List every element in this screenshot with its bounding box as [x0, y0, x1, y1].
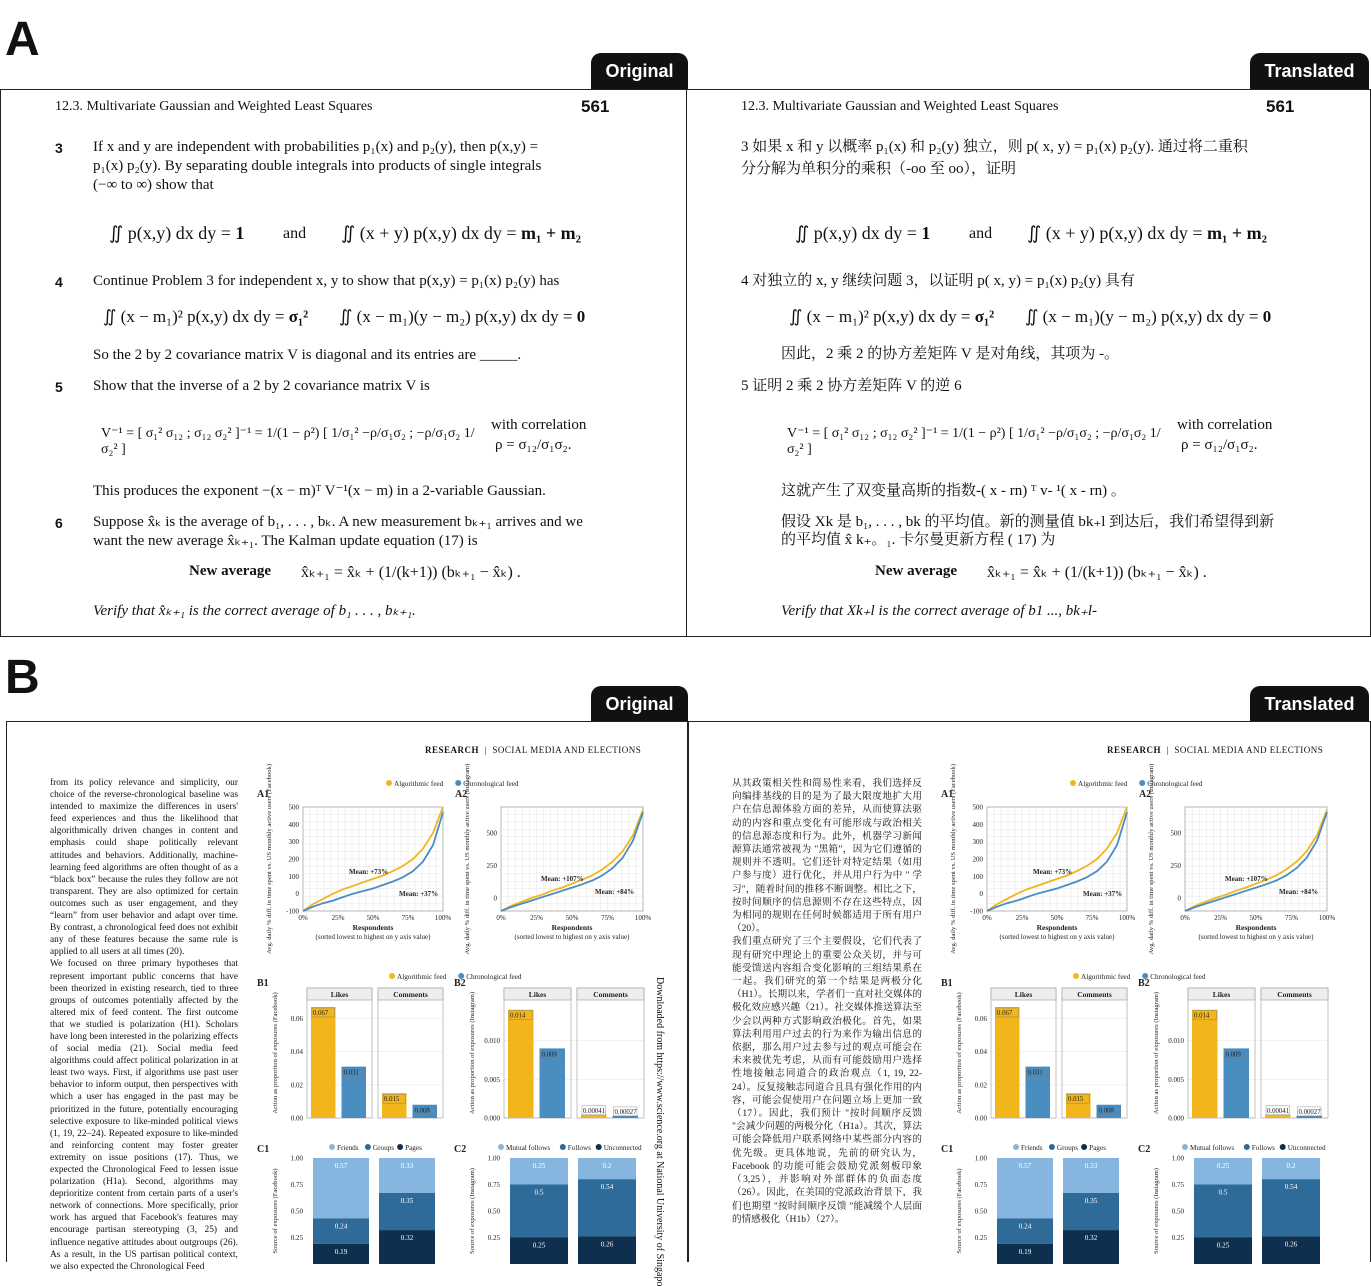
y-tick-label: 200: [972, 855, 983, 864]
y-axis-label: Avg. daily % diff. in time spent vs. US monthly active users (Facebook): [950, 763, 957, 955]
running-head-section: RESEARCH: [425, 745, 480, 755]
legend-label: Pages: [1089, 1144, 1106, 1152]
translated-text: 的平均值 x̂ k₊。₁. 卡尔曼更新方程 ( 17) 为: [781, 532, 1056, 548]
segment-value-label: 0.25: [532, 1162, 546, 1170]
correlation-text: with correlation: [491, 417, 587, 433]
panel-tag: C2: [1138, 1144, 1151, 1155]
equation: [1027, 223, 1267, 244]
segment-value-label: 0.35: [1084, 1196, 1098, 1205]
legend-label: Algorithmic feed: [1081, 973, 1131, 981]
equation-text: ∬ (x − m₁)(y − m₂) p(x,y) dx dy =: [339, 307, 577, 326]
segment-value-label: 0.19: [1018, 1247, 1032, 1256]
x-tick-label: 0%: [298, 914, 308, 922]
y-axis-label: Source of exposures (Instagram): [469, 1168, 476, 1254]
panel-tag: C2: [454, 1144, 467, 1155]
y-tick-label: 1.00: [487, 1154, 500, 1163]
bar-value-label: 0.031: [1027, 1069, 1043, 1077]
equation: [341, 223, 581, 244]
problem-text: Verify that x̂ₖ₊₁ is the correct average of b₁ . . . , bₖ₊₁.: [93, 603, 416, 619]
segment-value-label: 0.2: [1286, 1162, 1296, 1170]
running-head: RESEARCH | SOCIAL MEDIA AND ELECTIONS: [425, 745, 642, 755]
legend-label: Unconnected: [603, 1144, 642, 1152]
y-tick-label: 0: [979, 890, 983, 899]
legend-label: Mutual follows: [1190, 1144, 1235, 1152]
facet-label: Likes: [1014, 990, 1033, 999]
facet-frame: [1261, 988, 1328, 1118]
y-axis-label: Avg. daily % diff. in time spent vs. US monthly active users (Instagram): [464, 763, 471, 955]
x-tick-label: 100%: [434, 914, 452, 922]
correlation-formula: ρ = σ₁₂/σ₁σ₂.: [495, 437, 572, 453]
running-head-section: RESEARCH: [1107, 745, 1162, 755]
page-number: 561: [581, 97, 610, 116]
bar: [1224, 1048, 1250, 1118]
legend-swatch: [596, 1144, 602, 1150]
panel-tag: A1: [257, 789, 270, 800]
problem-text: Continue Problem 3 for independent x, y to show that p(x,y) = p₁(x) p₂(y) has: [93, 273, 560, 289]
y-tick-label: 200: [288, 855, 299, 864]
legend-swatch: [1182, 1144, 1188, 1150]
panel-tag: B1: [257, 978, 269, 989]
bar: [508, 1010, 534, 1118]
equation-result: 1: [921, 223, 931, 243]
legend-label: Mutual follows: [506, 1144, 551, 1152]
equation-result: σ₁²: [974, 307, 995, 326]
x-axis-label: Respondents: [1036, 923, 1078, 932]
y-axis-label: Source of exposures (Facebook): [272, 1168, 279, 1254]
bar: [1192, 1010, 1218, 1118]
legend-swatch: [1244, 1144, 1250, 1150]
doc-a-translated: [686, 89, 1371, 637]
bar-value-label: 0.014: [510, 1012, 526, 1020]
legend-label: Friends: [337, 1144, 359, 1152]
y-tick-label: -100: [286, 907, 299, 916]
equation: x̂ₖ₊₁ = x̂ₖ + (1/(k+1)) (bₖ₊₁ − x̂ₖ) .: [987, 564, 1207, 581]
equation-result: m₁ + m₂: [520, 223, 582, 243]
translated-text: 这就产生了双变量高斯的指数-( x - rn) ᵀ v- ¹( x - rn) 。: [781, 483, 1126, 499]
panel-tag: B2: [1138, 978, 1150, 989]
y-tick-label: 0.04: [974, 1048, 987, 1057]
y-tick-label: 0.25: [487, 1234, 500, 1242]
bar: [540, 1048, 566, 1118]
segment-value-label: 0.35: [400, 1196, 414, 1205]
x-tick-label: 0%: [496, 914, 506, 922]
y-tick-label: 500: [972, 803, 983, 812]
translated-text: 5 证明 2 乘 2 协方差矩阵 V 的逆 6: [741, 378, 962, 394]
bar-value-label: 0.031: [343, 1069, 359, 1077]
equation: [789, 307, 994, 327]
panel-tag: A1: [941, 789, 954, 800]
equation: [339, 307, 585, 327]
equation-result: σ₁²: [288, 307, 309, 326]
facet-label: Likes: [528, 990, 547, 999]
y-tick-label: 500: [288, 803, 299, 812]
problem-number: 4: [55, 274, 63, 290]
panel-tag: A2: [1139, 789, 1152, 800]
y-tick-label: 0.02: [290, 1081, 303, 1090]
bar-value-label: 0.008: [1098, 1107, 1114, 1115]
bar-value-label: 0.067: [313, 1009, 329, 1017]
panel-tag: C1: [257, 1144, 270, 1155]
y-tick-label: 0.75: [974, 1181, 987, 1189]
legend-label: Chronological feed: [463, 780, 519, 788]
y-tick-label: 0.25: [290, 1234, 303, 1242]
legend-swatch: [1280, 1144, 1286, 1150]
y-tick-label: 1.00: [1171, 1154, 1184, 1163]
legend-swatch: [1081, 1144, 1087, 1150]
matrix-equation: V⁻¹ = [ σ₁² σ₁₂ ; σ₁₂ σ₂² ]⁻¹ = 1/(1 − ρ²) [ 1/σ₁² −ρ/σ₁σ₂ ; −ρ/σ₁σ₂ 1/σ₂² ]: [101, 426, 475, 457]
y-tick-label: 0.50: [974, 1207, 987, 1216]
bar: [581, 1115, 607, 1118]
facet-frame: [577, 988, 644, 1118]
x-tick-label: 50%: [565, 914, 579, 922]
y-tick-label: 400: [972, 820, 983, 829]
equation-text: ∬ p(x,y) dx dy =: [795, 223, 922, 243]
bar: [995, 1007, 1020, 1118]
problem-text: p₁(x) p₂(y). By separating double integrals into products of single integrals: [93, 158, 542, 174]
bar: [613, 1116, 639, 1118]
bar-value-label: 0.00041: [583, 1107, 606, 1115]
equation-text: ∬ (x − m₁)² p(x,y) dx dy =: [103, 307, 289, 326]
equation: [103, 307, 308, 327]
y-tick-label: 0.010: [1168, 1037, 1184, 1046]
legend-swatch: [498, 1144, 504, 1150]
equation: [1025, 307, 1271, 327]
y-tick-label: 0.06: [290, 1015, 303, 1024]
legend-label: Chronological feed: [1150, 973, 1206, 981]
y-tick-label: 0.000: [1168, 1114, 1184, 1123]
equation-text: ∬ (x − m₁)(y − m₂) p(x,y) dx dy =: [1025, 307, 1263, 326]
running-head: RESEARCH | SOCIAL MEDIA AND ELECTIONS: [1107, 745, 1324, 755]
x-tick-label: 50%: [1050, 914, 1064, 922]
mean-label: Mean: +84%: [595, 888, 635, 896]
problem-text: So the 2 by 2 covariance matrix V is diagonal and its entries are _____.: [93, 347, 522, 363]
matrix-equation: V⁻¹ = [ σ₁² σ₁₂ ; σ₁₂ σ₂² ]⁻¹ = 1/(1 − ρ²) [ 1/σ₁² −ρ/σ₁σ₂ ; −ρ/σ₁σ₂ 1/σ₂² ]: [787, 426, 1161, 457]
body-text-column: from its policy relevance and simplicity, our choice of the reverse-chronological baseline was intended to maximize the differences in users' feed experiences and thus the likelihood that algorithmically driven changes in content and emphasis could shape politically relevant attitudes and behaviors. Additionally, machine-learning feed algorithms are often thought of as a “black box” because the rules they follow are not transparent. They are also optimized for certain outcomes such as user engagement, and they “learn” from user behavior and adapt over time. By contrast, a chronological feed does not exhibit any of these features because the same rule is applied to all users at all times (20). We focused on three primary hypotheses that represent important public concerns that have been theorized in existing research, tied to three groups of outcomes potentially affected by the altered mix of feed content. The first outcome that we studied is polarization (H1). Scholars have long been interested in the polarizing effects of social media (21). Social media feed algorithms could affect political polarization in at least two ways. First, if algorithms use past user behavior to inform output, then perspectives with which a user has engaged in the past may be prioritized in the future, potentially encouraging selective exposure to like-minded political views (1, 19, 22–24). Repeated exposure to like-minded and reinforcing content may foster greater extremity on issue positions (17). Thus, we expected the Chronological Feed to lessen issue polarization (H1a). Second, algorithms may deprioritize content from certain parts of a user's network of connections. More specifically, prior work has argued that Facebook's features may encourage partisan stereotyping (3, 25) and influence negative attitudes about outgroups (26). As a result, in the US partisan political context, we also expected the Chronological Feed: [50, 778, 238, 1272]
doc-a-original: [0, 89, 687, 637]
equation-text: ∬ (x + y) p(x,y) dx dy =: [1027, 223, 1207, 243]
equation-label: New average: [875, 563, 958, 579]
segment-value-label: 0.26: [600, 1240, 614, 1249]
x-axis-sublabel: (sorted lowest to highest on y axis value): [999, 933, 1115, 941]
equation: [795, 223, 930, 244]
correlation-formula: ρ = σ₁₂/σ₁σ₂.: [1181, 437, 1258, 453]
bar-value-label: 0.015: [384, 1096, 400, 1104]
x-tick-label: 75%: [601, 914, 614, 922]
y-tick-label: 0.04: [290, 1048, 303, 1057]
segment-value-label: 0.32: [1084, 1234, 1098, 1243]
equation: [109, 223, 244, 244]
y-axis-label: Action as proportion of exposures (Facebook): [272, 992, 279, 1114]
y-tick-label: 0.06: [974, 1015, 987, 1024]
panel-label-a: A: [5, 13, 40, 66]
x-tick-label: 0%: [1180, 914, 1190, 922]
x-axis-label: Respondents: [352, 923, 394, 932]
facet-label: Likes: [330, 990, 349, 999]
running-header: 12.3. Multivariate Gaussian and Weighted Least Squares: [741, 99, 1059, 114]
panel-tag: B2: [454, 978, 466, 989]
legend-label: Chronological feed: [1147, 780, 1203, 788]
mean-label: Mean: +107%: [1225, 875, 1268, 883]
y-axis-label: Source of exposures (Instagram): [1153, 1168, 1160, 1254]
tab-original-a: Original: [591, 53, 688, 89]
y-tick-label: 0.75: [1171, 1181, 1184, 1189]
panel-label-b: B: [5, 651, 40, 704]
legend-label: Chronological feed: [466, 973, 522, 981]
facet-label: Comments: [593, 990, 628, 999]
x-axis-sublabel: (sorted lowest to highest on y axis value): [1198, 933, 1314, 941]
legend-swatch: [1073, 973, 1079, 979]
mean-label: Mean: +84%: [1279, 888, 1319, 896]
facet-label: Likes: [1212, 990, 1231, 999]
panel-tag: C1: [941, 1144, 954, 1155]
bar: [311, 1007, 336, 1118]
y-axis-label: Avg. daily % diff. in time spent vs. US monthly active users (Facebook): [266, 763, 273, 955]
y-tick-label: 0: [1177, 894, 1181, 903]
segment-value-label: 0.25: [1216, 1162, 1230, 1170]
x-axis-sublabel: (sorted lowest to highest on y axis value): [514, 933, 630, 941]
x-tick-label: 25%: [1015, 914, 1029, 922]
bar-value-label: 0.00027: [1298, 1108, 1321, 1116]
tab-translated-a: Translated: [1250, 53, 1369, 89]
legend-swatch: [1049, 1144, 1055, 1150]
bar: [1265, 1115, 1291, 1118]
x-axis-label: Respondents: [551, 923, 593, 932]
legend-label: Friends: [1021, 1144, 1043, 1152]
y-tick-label: -100: [970, 907, 983, 916]
problem-number: 6: [55, 515, 63, 531]
equation-result: 1: [235, 223, 245, 243]
correlation-text: with correlation: [1177, 417, 1273, 433]
legend-swatch: [1070, 780, 1076, 786]
legend-label: Pages: [405, 1144, 422, 1152]
legend-swatch: [455, 780, 461, 786]
doc-b-original: [6, 721, 688, 1286]
bar-value-label: 0.009: [1225, 1051, 1241, 1059]
translated-text: 分分解为单积分的乘积（-oo 至 oo），证明: [741, 161, 1016, 177]
problem-text: If x and y are independent with probabilities p₁(x) and p₂(y), then p(x,y) =: [93, 139, 539, 155]
segment-value-label: 0.54: [1284, 1183, 1298, 1192]
legend-label: Groups: [1056, 1144, 1079, 1152]
y-axis-label: Avg. daily % diff. in time spent vs. US monthly active users (Instagram): [1148, 763, 1155, 955]
problem-number: 5: [55, 379, 63, 395]
legend-swatch: [397, 1144, 403, 1150]
x-tick-label: 25%: [1214, 914, 1227, 922]
x-tick-label: 25%: [331, 914, 345, 922]
segment-value-label: 0.5: [1218, 1188, 1228, 1197]
figure-panel: [933, 763, 1353, 1264]
x-tick-label: 75%: [401, 914, 415, 922]
legend-swatch: [1139, 780, 1145, 786]
segment-value-label: 0.26: [1284, 1240, 1298, 1249]
panel-tag: B1: [941, 978, 953, 989]
y-tick-label: 0.50: [1171, 1207, 1184, 1216]
equation-result: m₁ + m₂: [1206, 223, 1268, 243]
segment-value-label: 0.25: [1216, 1241, 1230, 1250]
y-tick-label: 0.50: [290, 1207, 303, 1216]
y-tick-label: 1.00: [290, 1154, 303, 1163]
x-tick-label: 0%: [982, 914, 992, 922]
figure-panel: [249, 763, 669, 1264]
bar-value-label: 0.009: [541, 1051, 557, 1059]
y-tick-label: 0: [493, 894, 497, 903]
legend-label: Follows: [567, 1144, 591, 1152]
legend-label: Algorithmic feed: [1078, 780, 1128, 788]
y-tick-label: 400: [288, 820, 299, 829]
y-tick-label: 100: [288, 872, 299, 881]
bar-value-label: 0.014: [1194, 1012, 1210, 1020]
segment-value-label: 0.24: [334, 1222, 348, 1231]
figure-svg: [249, 763, 669, 1264]
translated-text: 4 对独立的 x, y 继续问题 3，以证明 p( x, y) = p₁(x) p₂(y) 具有: [741, 273, 1135, 289]
mean-label: Mean: +107%: [541, 875, 584, 883]
and-word: and: [283, 225, 307, 242]
problem-text: (−∞ to ∞) show that: [93, 177, 214, 193]
equation-result: 0: [1262, 307, 1272, 326]
y-tick-label: 0.00: [974, 1114, 987, 1123]
bar: [1297, 1116, 1323, 1118]
legend-swatch: [560, 1144, 566, 1150]
y-tick-label: 250: [486, 862, 497, 870]
bar-value-label: 0.067: [997, 1009, 1013, 1017]
segment-value-label: 0.5: [534, 1188, 544, 1197]
y-tick-label: 0.02: [974, 1081, 987, 1090]
y-tick-label: 250: [1170, 862, 1181, 870]
body-text-column: 从其政策相关性和简易性来看，我们选择反向编排基线的目的是为了最大限度地扩大用户在信息源体验方面的差异，从而使算法驱动的内容和重点变化有可能形成与政治相关的信息源态度和行为。此外，机器学习新闻源算法通常被视为 "黑箱"，因为它们遵循的规则并不透明。它们还针对特定结果（如用户参与度）进行优化，并从用户行为中 " 学习"，随着时间的推移不断调整。相比之下，按时间顺序的信息源则不存在这些特点，因为相同的规则在任何时候都适用于所有用户（20）。 我们重点研究了三个主要假设，它们代表了现有研究中理论上的重要公众关切，并与可能受馈送内容组合变化影响的三组结果系在一起。我们研究的第一个结果是两极分化（H1）。长期以来，学者们一直对社交媒体的极化效应感兴趣（21）。社交媒体推送算法至少会以两种方式影响政治极化。首先，如果算法利用用户过去的行为来作为输出信息的依据，那么用户过去参与过的观点可能会在未来被优先考虑，从而有可能鼓励用户选择性地接触志同道合的政治观点（1, 19, 22-24）。反复接触志同道合且具有强化作用的内容，可能会促使用户在问题立场上更加一致（17）。因此，我们预计 "按时间顺序反馈 "会减少问题的两极分化（H1a）。其次，算法可能会降低用户联系网络中某些部分内容的优先级。更具体地说，先前的研究认为，Facebook 的功能可能会鼓励党派刻板印象（3,25），并影响对外部群体的负面态度（26）。因此，在美国的党派政治背景下，我们也期望 "按时间顺序反馈 "能减缓个人层面的情感极化（H1b）（27）。: [732, 778, 922, 1225]
x-tick-label: 100%: [634, 914, 652, 922]
y-tick-label: 0.005: [1168, 1075, 1184, 1084]
y-tick-label: 0.75: [290, 1181, 303, 1189]
translated-text: Verify that Xk₊l is the correct average of b1 ..., bk₊l-: [781, 603, 1098, 619]
equation-text: ∬ (x + y) p(x,y) dx dy =: [341, 223, 521, 243]
mean-label: Mean: +73%: [349, 868, 389, 876]
y-tick-label: 0.25: [1171, 1234, 1184, 1242]
x-tick-label: 75%: [1085, 914, 1099, 922]
x-tick-label: 50%: [366, 914, 380, 922]
x-tick-label: 50%: [1249, 914, 1263, 922]
figure-svg: [933, 763, 1353, 1264]
problem-text: want the new average x̂ₖ₊₁. The Kalman update equation (17) is: [93, 533, 478, 549]
x-tick-label: 75%: [1285, 914, 1298, 922]
segment-value-label: 0.24: [1018, 1222, 1032, 1231]
segment-value-label: 0.33: [1084, 1162, 1098, 1170]
legend-swatch: [1013, 1144, 1019, 1150]
segment-value-label: 0.2: [602, 1162, 612, 1170]
mean-label: Mean: +37%: [399, 890, 439, 898]
y-axis-label: Source of exposures (Facebook): [956, 1168, 963, 1254]
x-axis-sublabel: (sorted lowest to highest on y axis value): [315, 933, 431, 941]
tab-original-b: Original: [591, 686, 688, 722]
equation: x̂ₖ₊₁ = x̂ₖ + (1/(k+1)) (bₖ₊₁ − x̂ₖ) .: [301, 564, 521, 581]
bar-value-label: 0.00041: [1267, 1107, 1290, 1115]
equation-result: 0: [576, 307, 586, 326]
y-tick-label: 0.25: [974, 1234, 987, 1242]
legend-label: Algorithmic feed: [397, 973, 447, 981]
y-tick-label: 0.005: [484, 1075, 500, 1084]
problem-number: 3: [55, 140, 63, 156]
facet-label: Comments: [393, 990, 428, 999]
legend-swatch: [386, 780, 392, 786]
y-axis-label: Action as proportion of exposures (Instagram): [469, 991, 476, 1115]
segment-value-label: 0.33: [400, 1162, 414, 1170]
facet-label: Comments: [1077, 990, 1112, 999]
segment-value-label: 0.32: [400, 1234, 414, 1243]
y-tick-label: 0.75: [487, 1181, 500, 1189]
y-tick-label: 500: [486, 829, 497, 838]
x-tick-label: 100%: [1318, 914, 1336, 922]
legend-swatch: [389, 973, 395, 979]
y-axis-label: Action as proportion of exposures (Instagram): [1153, 991, 1160, 1115]
problem-text: Show that the inverse of a 2 by 2 covariance matrix V is: [93, 378, 430, 394]
and-word: and: [969, 225, 993, 242]
running-header: 12.3. Multivariate Gaussian and Weighted Least Squares: [55, 99, 373, 114]
translated-text: 假设 Xk 是 b₁, . . . , bk 的平均值。新的测量值 bk₊l 到达后，我们希望得到新: [781, 514, 1275, 530]
translated-text: 因此，2 乘 2 的协方差矩阵 V 是对角线，其项为 -。: [781, 346, 1120, 362]
equation-text: ∬ (x − m₁)² p(x,y) dx dy =: [789, 307, 975, 326]
page-number: 561: [1266, 97, 1295, 116]
y-tick-label: 0: [295, 890, 299, 899]
segment-value-label: 0.57: [1018, 1162, 1032, 1170]
y-tick-label: 0.00: [290, 1114, 303, 1123]
x-axis-label: Respondents: [1235, 923, 1277, 932]
x-tick-label: 100%: [1118, 914, 1136, 922]
panel-tag: A2: [455, 789, 468, 800]
y-tick-label: 1.00: [974, 1154, 987, 1163]
download-note: Downloaded from https://www.science.org at National University of Singapo: [654, 977, 665, 1286]
y-tick-label: 0.000: [484, 1114, 500, 1123]
doc-b-translated: [688, 721, 1371, 1262]
legend-swatch: [365, 1144, 371, 1150]
y-axis-label: Action as proportion of exposures (Facebook): [956, 992, 963, 1114]
y-tick-label: 300: [288, 838, 299, 847]
segment-value-label: 0.19: [334, 1247, 348, 1256]
mean-label: Mean: +73%: [1033, 868, 1073, 876]
problem-text: Suppose x̂ₖ is the average of b₁, . . . , bₖ. A new measurement bₖ₊₁ arrives and we: [93, 514, 583, 530]
y-tick-label: 0.50: [487, 1207, 500, 1216]
facet-label: Comments: [1277, 990, 1312, 999]
translated-text: 3 如果 x 和 y 以概率 p₁(x) 和 p₂(y) 独立，则 p( x, y) = p₁(x) p₂(y). 通过将二重积: [741, 139, 1248, 155]
mean-label: Mean: +37%: [1083, 890, 1123, 898]
bar-value-label: 0.008: [414, 1107, 430, 1115]
running-head-topic: SOCIAL MEDIA AND ELECTIONS: [1174, 745, 1324, 755]
tab-translated-b: Translated: [1250, 686, 1369, 722]
segment-value-label: 0.25: [532, 1241, 546, 1250]
problem-text: This produces the exponent −(x − m)ᵀ V⁻¹(x − m) in a 2-variable Gaussian.: [93, 483, 546, 499]
legend-label: Follows: [1251, 1144, 1275, 1152]
legend-label: Algorithmic feed: [394, 780, 444, 788]
x-tick-label: 25%: [530, 914, 543, 922]
legend-label: Groups: [372, 1144, 395, 1152]
y-tick-label: 500: [1170, 829, 1181, 838]
y-tick-label: 100: [972, 872, 983, 881]
segment-value-label: 0.54: [600, 1183, 614, 1192]
equation-label: New average: [189, 563, 272, 579]
y-tick-label: 300: [972, 838, 983, 847]
running-head-topic: SOCIAL MEDIA AND ELECTIONS: [492, 745, 642, 755]
bar-value-label: 0.015: [1068, 1096, 1084, 1104]
equation-text: ∬ p(x,y) dx dy =: [109, 223, 236, 243]
segment-value-label: 0.57: [334, 1162, 348, 1170]
bar-value-label: 0.00027: [614, 1108, 637, 1116]
legend-swatch: [329, 1144, 335, 1150]
y-tick-label: 0.010: [484, 1037, 500, 1046]
legend-label: Unconnected: [1287, 1144, 1326, 1152]
